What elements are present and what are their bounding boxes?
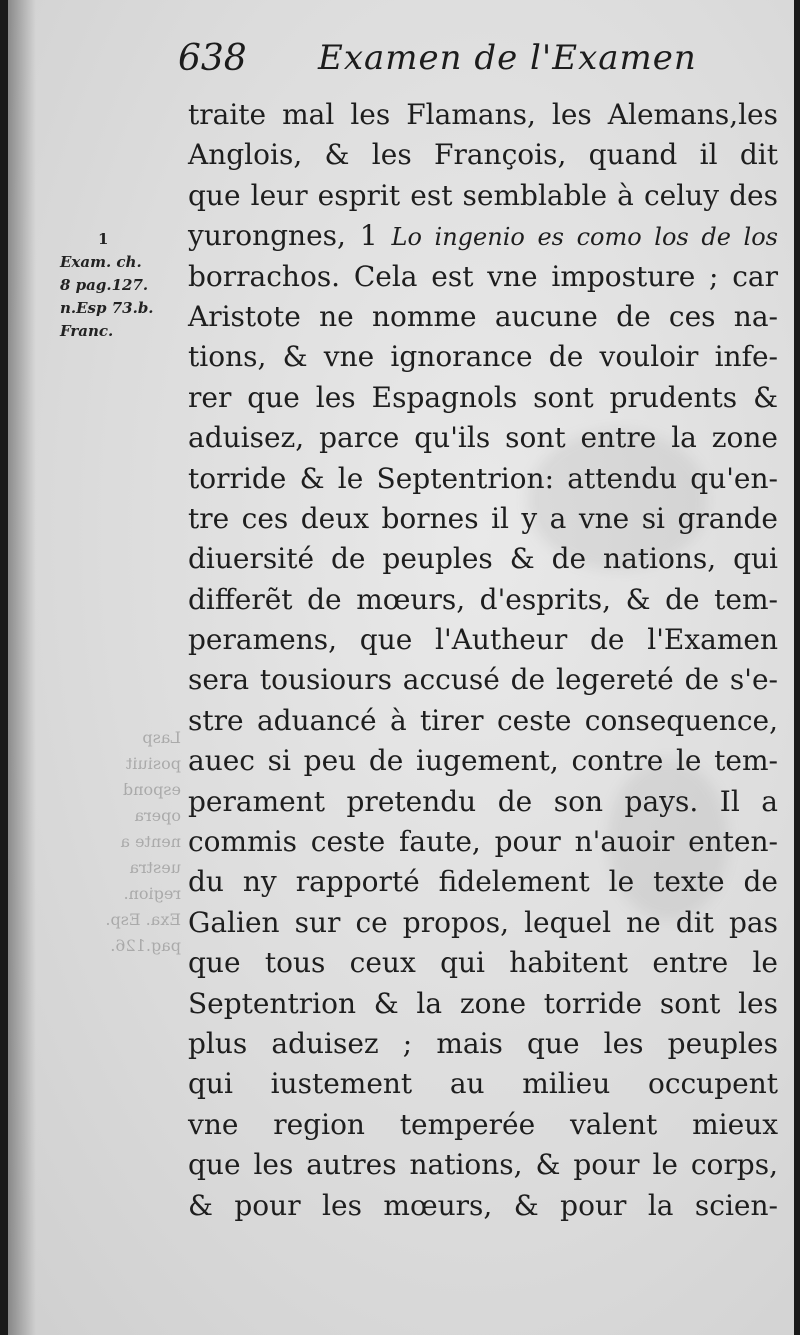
bleed-line: region.	[123, 884, 181, 903]
bleed-line: posiuit	[125, 754, 181, 773]
text-line: tions, & vne ignorance de vouloir infe-	[188, 340, 778, 374]
gutter-shadow	[8, 0, 36, 1335]
text-line: Septentrion & la zone torride sont les	[188, 986, 778, 1020]
text-line: auec si peu de iugement, contre le tem-	[188, 744, 778, 778]
margin-note-line: 8 pag.127.	[60, 276, 149, 294]
text-line: plus aduisez ; mais que les peuples	[188, 1026, 778, 1060]
text-line: Anglois, & les François, quand il dit	[188, 138, 778, 172]
text-line: que les autres nations, & pour le corps,	[188, 1148, 778, 1182]
text-line: diuersité de peuples & de nations, qui	[188, 542, 778, 576]
text-line: stre aduancé à tirer ceste consequence,	[188, 703, 778, 737]
bleed-line: uestra	[129, 858, 181, 877]
margin-note-line: Franc.	[60, 322, 114, 340]
margin-note-line: Exam. ch.	[60, 253, 142, 271]
text-line: du ny rapporté fidelement le texte de	[188, 865, 778, 899]
margin-note-line: n.Esp 73.b.	[60, 299, 154, 317]
page-number: 638	[178, 38, 247, 79]
text-line: commis ceste faute, pour n'auoir enten-	[188, 825, 778, 859]
text-line: torride & le Septentrion: attendu qu'en-	[188, 461, 778, 495]
bleed-line: nente a	[120, 832, 181, 851]
text-line: Galien sur ce propos, lequel ne dit pas	[188, 905, 778, 939]
bleed-through-text	[76, 725, 181, 1015]
bleed-line: Exa. Esp.	[105, 910, 181, 929]
bleed-line: opera	[134, 806, 181, 825]
text-line: que leur esprit est semblable à celuy des	[188, 178, 778, 212]
spanish-quote: Lo ingenio es como los de los	[391, 223, 778, 252]
body-text	[188, 95, 778, 1226]
text-line: aduisez, parce qu'ils sont entre la zone	[188, 421, 778, 455]
text-line: peramens, que l'Autheur de l'Examen	[188, 623, 778, 657]
text-line: tre ces deux bornes il y a vne si grande	[188, 501, 778, 535]
running-head: Examen de l'Examen	[318, 38, 697, 78]
text-line: sera tousiours accusé de legereté de s'e-	[188, 663, 778, 697]
margin-note-line: 1	[98, 230, 109, 248]
text-line: rer que les Espagnols sont prudents &	[188, 380, 778, 414]
bleed-line: Lasp	[142, 728, 181, 747]
text-line	[188, 216, 778, 256]
bleed-line: pag.126.	[110, 936, 181, 955]
text-line: vne region temperée valent mieux	[188, 1107, 778, 1141]
margin-note	[60, 228, 185, 343]
text-line: differẽt de mœurs, d'esprits, & de tem-	[188, 582, 778, 616]
text-line: Aristote ne nomme aucune de ces na-	[188, 299, 778, 333]
page-header	[178, 38, 698, 98]
bleed-line: espond	[122, 780, 181, 799]
book-page	[8, 0, 794, 1335]
text-line: borrachos. Cela est vne imposture ; car	[188, 259, 778, 293]
text-line: que tous ceux qui habitent entre le	[188, 946, 778, 980]
text-line: qui iustement au milieu occupent	[188, 1067, 778, 1101]
text-line-start: yurongnes, 1	[188, 219, 392, 253]
text-line: & pour les mœurs, & pour la scien-	[188, 1188, 778, 1222]
text-line: perament pretendu de son pays. Il a	[188, 784, 778, 818]
text-line: traite mal les Flamans, les Alemans,les	[188, 98, 778, 131]
